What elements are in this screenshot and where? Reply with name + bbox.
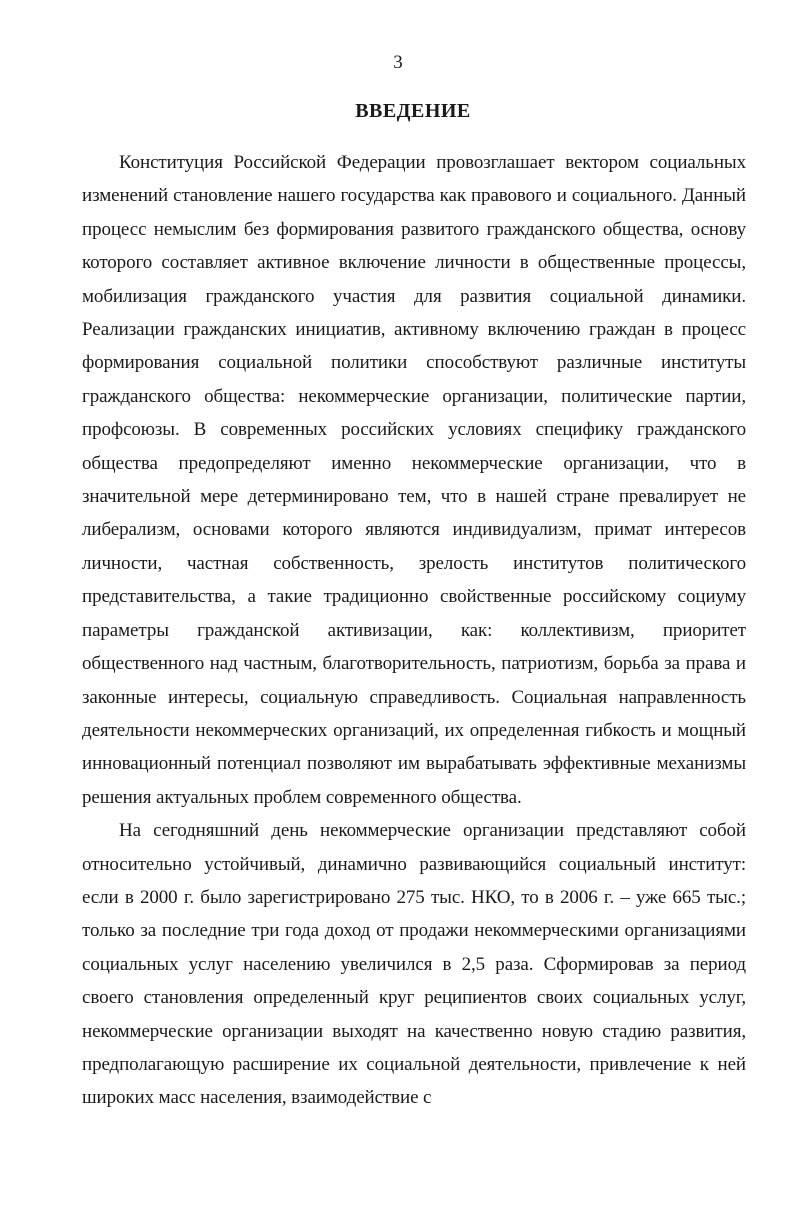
page-number: 3 bbox=[393, 52, 403, 73]
page-title: ВВЕДЕНИЕ bbox=[355, 100, 471, 122]
paragraph: На сегодняшний день некоммерческие организации представляют собой относительно устойчивый, динамично развивающийся социальный институт: если в 2000 г. было зарегистрировано 275 тыс. НКО, то в 2006 г. – уже 665 тыс.; только за последние три года доход от продажи некоммерческими организациями социальных услуг населению увеличился в 2,5 раза. Сформировав за период своего становления определенный круг реципиентов своих социальных услуг, некоммерческие организации выходят на качественно новую стадию развития, предполагающую расширение их социальной деятельности, привлечение к ней широких масс населения, взаимодействие с bbox=[82, 820, 746, 1109]
body-text bbox=[82, 146, 746, 1115]
paragraph: Конституция Российской Федерации провозглашает вектором социальных изменений становление нашего государства как правового и социального. Данный процесс немыслим без формирования развитого гражданского общества, основу которого составляет активное включение личности в общественные процессы, мобилизация гражданского участия для развития социальной динамики. Реализации гражданских инициатив, активному включению граждан в процесс формирования социальной политики способствуют различные институты гражданского общества: некоммерческие организации, политические партии, профсоюзы. В современных российских условиях специфику гражданского общества предопределяют именно некоммерческие организации, что в значительной мере детерминировано тем, что в нашей стране превалирует не либерализм, основами которого являются индивидуализм, примат интересов личности, частная собственность, зрелость институтов политического представительства, а такие традиционно свойственные российскому социуму параметры гражданской активизации, как: коллективизм, приоритет общественного над частным, благотворительность, патриотизм, борьба за права и законные интересы, социальную справедливость. Социальная направленность деятельности некоммерческих организаций, их определенная гибкость и мощный инновационный потенциал позволяют им вырабатывать эффективные механизмы решения актуальных проблем современного общества. bbox=[82, 152, 746, 808]
